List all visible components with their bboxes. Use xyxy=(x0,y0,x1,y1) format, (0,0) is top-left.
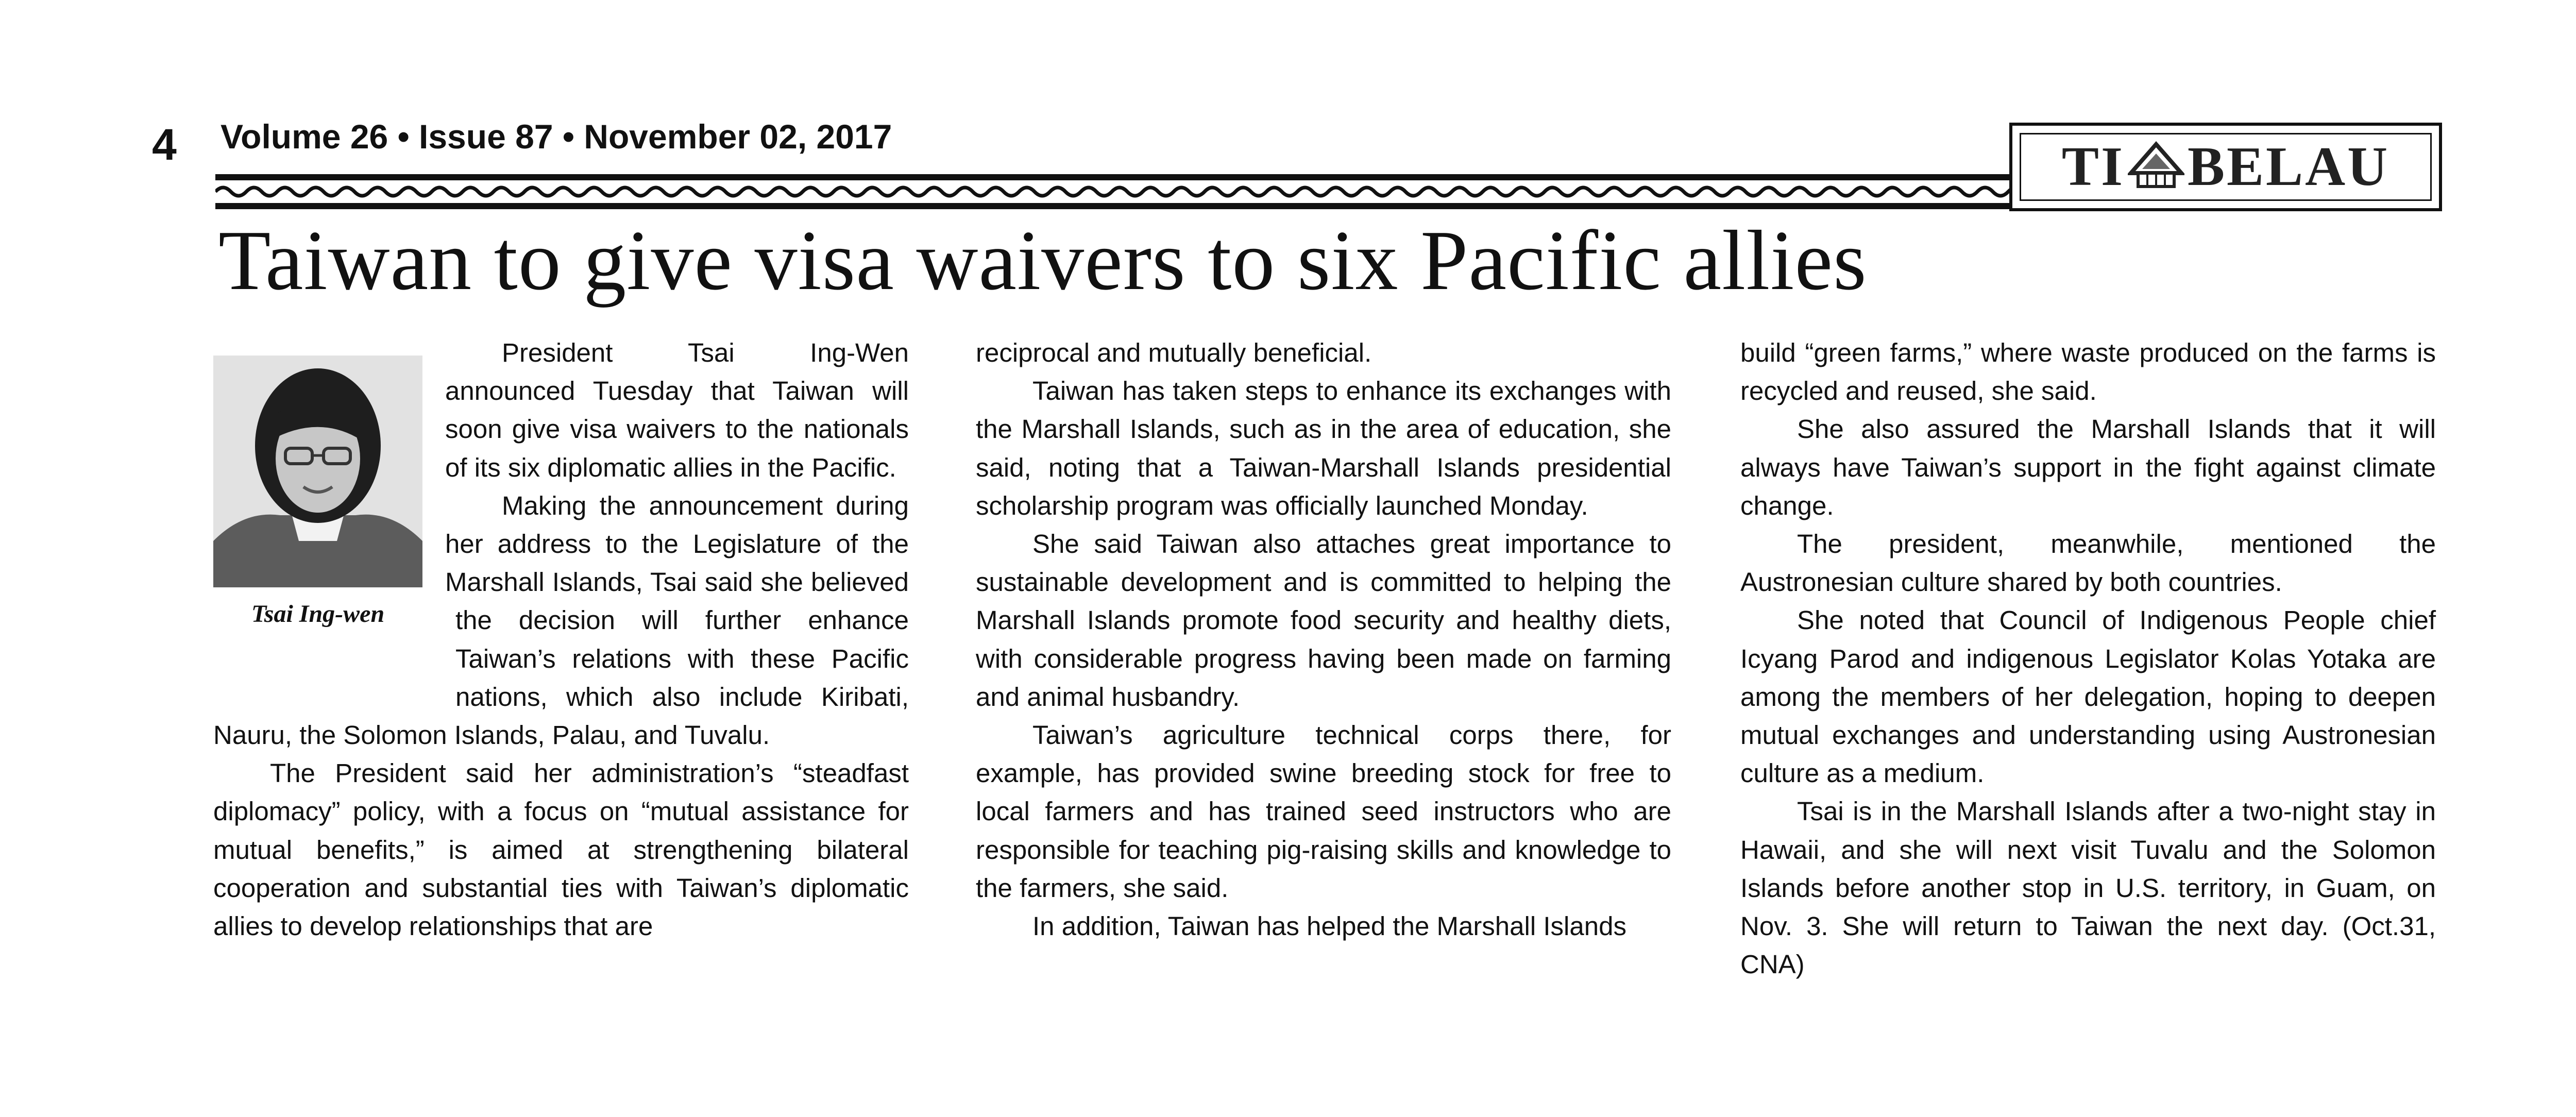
article-paragraph: She also assured the Marshall Islands that it will always have Taiwan’s support in the fight against climate change. xyxy=(1740,414,2436,520)
page-number: 4 xyxy=(152,120,177,170)
masthead-right-text: BELAU xyxy=(2187,136,2390,197)
article-paragraph: build “green farms,” where waste produced on the farms is recycled and reused, she said. xyxy=(1740,338,2436,406)
article-paragraph: Taiwan has taken steps to enhance its exchanges with the Marshall Islands, such as in the area of education, she said, noting that a Taiwan-Marshall Islands presidential scholarship program was officially launched Monday. xyxy=(976,376,1671,520)
photo-caption: Tsai Ing-wen xyxy=(251,600,385,628)
article-paragraph: Taiwan’s agriculture technical corps there, for example, has provided swine breeding stock for free to local farmers and has trained seed instructors who are responsible for teaching pig-raising skills and knowledge to the farmers, she said. xyxy=(976,720,1671,903)
bai-house-icon xyxy=(2128,141,2184,193)
article-paragraph: She said Taiwan also attaches great importance to sustainable development and is committed to helping the Marshall Islands promote food security and healthy diets, with considerable progress having been made on farming and animal husbandry. xyxy=(976,529,1671,712)
issue-line: Volume 26 • Issue 87 • November 02, 2017 xyxy=(221,117,892,156)
article-paragraph: Tsai is in the Marshall Islands after a two-night stay in Hawaii, and she will next visit Tuvalu and the Solomon Islands before another stop in U.S. territory, in Guam, on Nov. 3. She will return to Taiwan the next day. (Oct.31, CNA) xyxy=(1740,797,2436,979)
article-paragraph: The president, meanwhile, mentioned the Austronesian culture shared by both countries. xyxy=(1740,529,2436,597)
article-paragraph: In addition, Taiwan has helped the Marshall Islands xyxy=(1032,911,1626,941)
article-paragraph: reciprocal and mutually beneficial. xyxy=(976,338,1372,367)
article-paragraph: She noted that Council of Indigenous People chief Icyang Parod and indigenous Legislator Kolas Yotaka are among the members of her delegation, hoping to deepen mutual exchanges and understanding using Austronesian culture as a medium. xyxy=(1740,605,2436,788)
article-column-3 xyxy=(1740,334,2436,984)
masthead-logo xyxy=(2009,123,2442,211)
headline: Taiwan to give visa waivers to six Pacific allies xyxy=(218,213,1867,308)
wave-rule xyxy=(215,174,2019,210)
article-paragraph: President Tsai Ing-Wen announced Tuesday that Taiwan will soon give visa waivers to the nationals of its six diplomatic allies in the Pacific. xyxy=(445,338,909,482)
masthead-left-text: TI xyxy=(2061,136,2125,197)
article-column-2 xyxy=(976,334,1671,945)
article-paragraph: The President said her administration’s “steadfast diplomacy” policy, with a focus on “mutual assistance for mutual benefits,” is aimed at strengthening bilateral cooperation and substantial ties with Taiwan’s diplomatic allies to develop relationships that are xyxy=(213,758,909,941)
article-column-1 xyxy=(213,334,909,945)
article-paragraph: Making the announcement during her address to the Legislature of the Marshall Islands, Tsai said she believed the decision will further enhance Taiwan’s relations with these Pacific nations, which also include Kiribati, Nauru, the Solomon Islands, Palau, and Tuvalu. xyxy=(213,490,909,750)
